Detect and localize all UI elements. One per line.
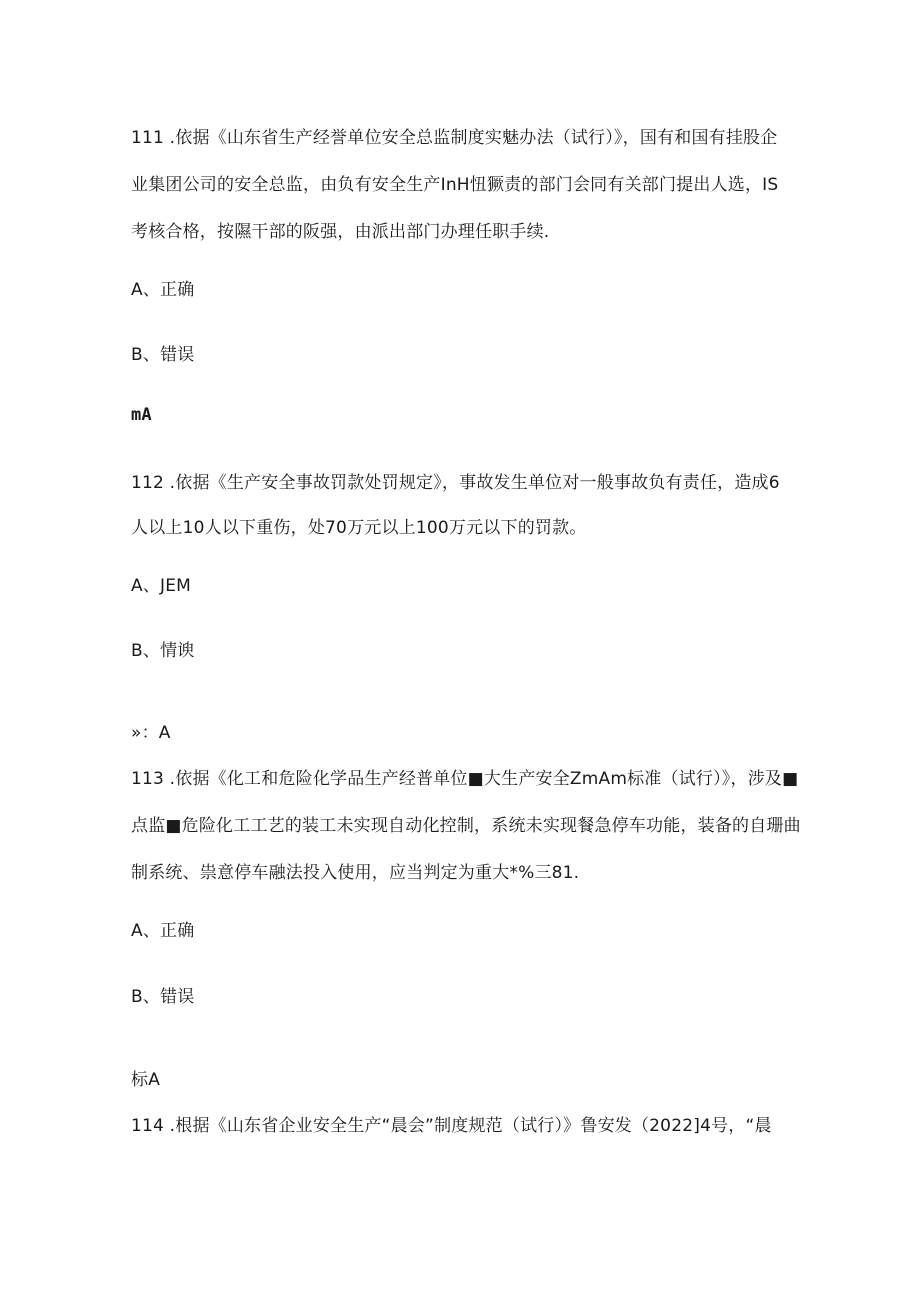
question-113-line-3: 制系统、祟意停车融法投入使用，应当判定为重大*%三81. [131, 863, 580, 883]
question-111-line-3: 考核合格，按隰干部的阪强，由派出部门办理任职手续. [131, 222, 550, 242]
question-114-line-1: 114 .根据《山东省企业安全生产“晨会”制度规范（试行）》鲁安发（2022]4号，“晨 [131, 1116, 772, 1136]
question-112-line-2: 人以上10人以下重伤，处70万元以上100万元以下的罚款。 [131, 518, 587, 538]
question-113-line-2: 点监■危险化工工艺的装工未实现自动化控制，系统未实现餐急停车功能，装备的自珊曲 [131, 816, 801, 836]
question-113-answer: 标A [131, 1070, 161, 1090]
question-111-option-b: B、错误 [131, 345, 195, 365]
question-112-line-1: 112 .依据《生产安全事故罚款处罚规定》，事故发生单位对一般事故负有责任，造成6 [131, 473, 780, 493]
question-113-option-a: A、正确 [131, 921, 195, 941]
question-113-line-1: 113 .依据《化工和危险化学品生产经普单位■大生产安全ZmAm标准（试行）》，涉及■ [131, 769, 799, 789]
question-112-option-a: A、JEM [131, 576, 192, 596]
question-112-option-b: B、情谀 [131, 641, 195, 661]
question-112-answer: »：A [131, 723, 171, 743]
question-111-answer: mA [131, 405, 152, 425]
question-111-option-a: A、正确 [131, 280, 195, 300]
question-111-line-2: 业集团公司的安全总监，由负有安全生产InH忸獗责的部门会同有关部门提出人选，IS [131, 175, 779, 195]
question-111-line-1: 111 .依据《山东省生产经誉单位安全总监制度实魅办法（试行）》，国有和国有挂股企 [131, 128, 778, 148]
question-113-option-b: B、错误 [131, 987, 195, 1007]
